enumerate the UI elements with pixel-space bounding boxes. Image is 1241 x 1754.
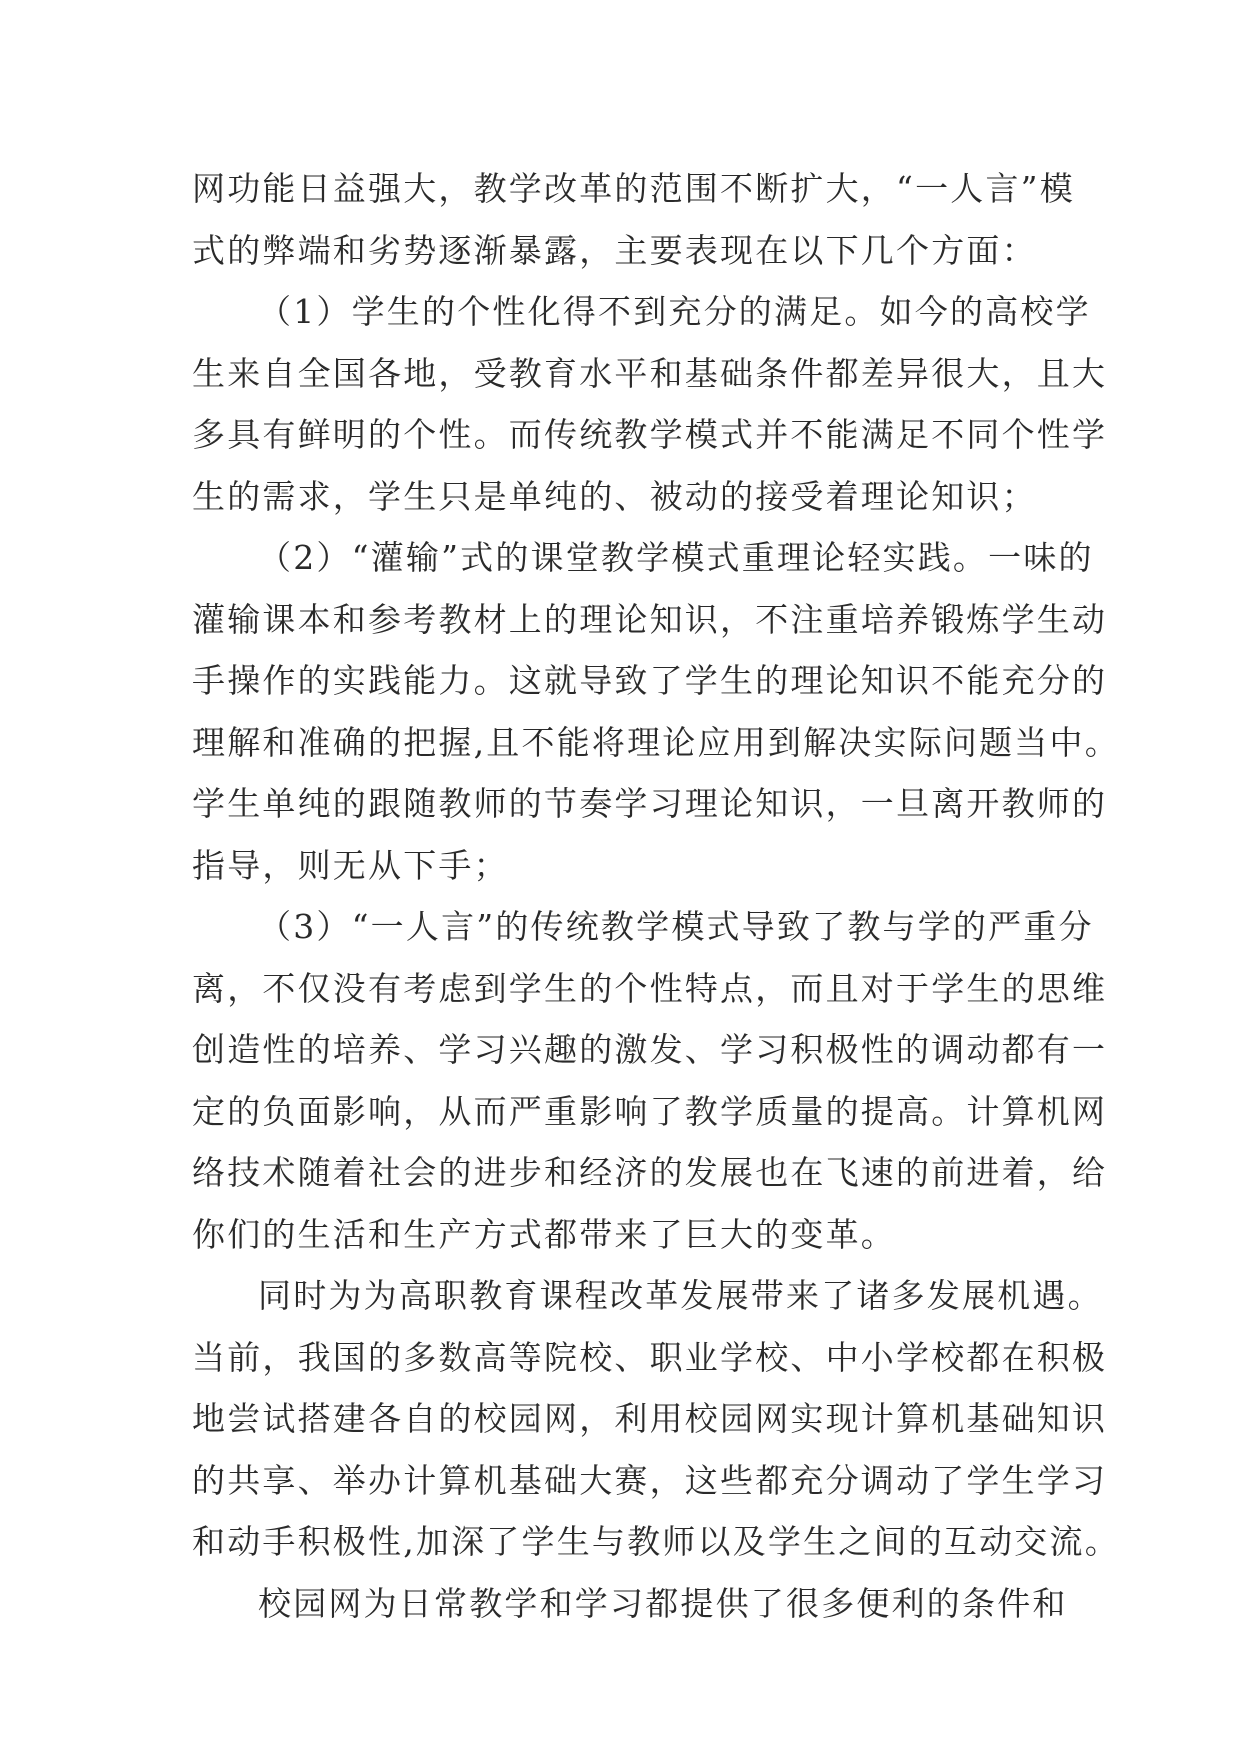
text-line: 定的负面影响，从而严重影响了教学质量的提高。计算机网	[192, 1091, 1108, 1131]
text-line: 网功能日益强大，教学改革的范围不断扩大，“一人言”模	[192, 169, 1075, 208]
text-line: 学生单纯的跟随教师的节奏学习理论知识，一旦离开教师的	[192, 784, 1108, 823]
text-line: 离，不仅没有考虑到学生的个性特点，而且对于学生的思维	[192, 968, 1108, 1008]
text-line: 指导，则无从下手；	[192, 845, 509, 885]
text-line: 生来自全国各地，受教育水平和基础条件都差异很大，且大	[192, 353, 1108, 393]
text-line: 校园网为日常教学和学习都提供了很多便利的条件和	[258, 1583, 1068, 1623]
text-line: 理解和准确的把握,且不能将理论应用到解决实际问题当中。	[192, 722, 1120, 762]
text-line: 你们的生活和生产方式都带来了巨大的变革。	[192, 1214, 896, 1254]
text-line: （1）学生的个性化得不到充分的满足。如今的高校学	[258, 292, 1091, 331]
text-line: 的共享、举办计算机基础大赛，这些都充分调动了学生学习	[192, 1460, 1108, 1500]
text-line: 地尝试搭建各自的校园网，利用校园网实现计算机基础知识	[192, 1399, 1108, 1438]
text-line: （3）“一人言”的传统教学模式导致了教与学的严重分	[258, 907, 1094, 946]
text-line: （2）“灌输”式的课堂教学模式重理论轻实践。一味的	[258, 538, 1094, 577]
text-line: 同时为为高职教育课程改革发展带来了诸多发展机遇。	[258, 1276, 1103, 1315]
text-line: 当前，我国的多数高等院校、职业学校、中小学校都在积极	[192, 1337, 1108, 1377]
text-line: 灌输课本和参考教材上的理论知识，不注重培养锻炼学生动	[192, 599, 1108, 639]
text-line: 络技术随着社会的进步和经济的发展也在飞速的前进着，给	[192, 1153, 1108, 1192]
text-line: 创造性的培养、学习兴趣的激发、学习积极性的调动都有一	[192, 1030, 1108, 1069]
body-text	[192, 158, 1120, 1634]
text-line: 手操作的实践能力。这就导致了学生的理论知识不能充分的	[192, 661, 1108, 700]
text-line: 生的需求，学生只是单纯的、被动的接受着理论知识；	[192, 476, 1037, 516]
text-line: 式的弊端和劣势逐渐暴露，主要表现在以下几个方面：	[192, 230, 1037, 270]
text-line: 多具有鲜明的个性。而传统教学模式并不能满足不同个性学	[192, 415, 1108, 454]
text-line: 和动手积极性,加深了学生与教师以及学生之间的互动交流。	[192, 1522, 1120, 1561]
